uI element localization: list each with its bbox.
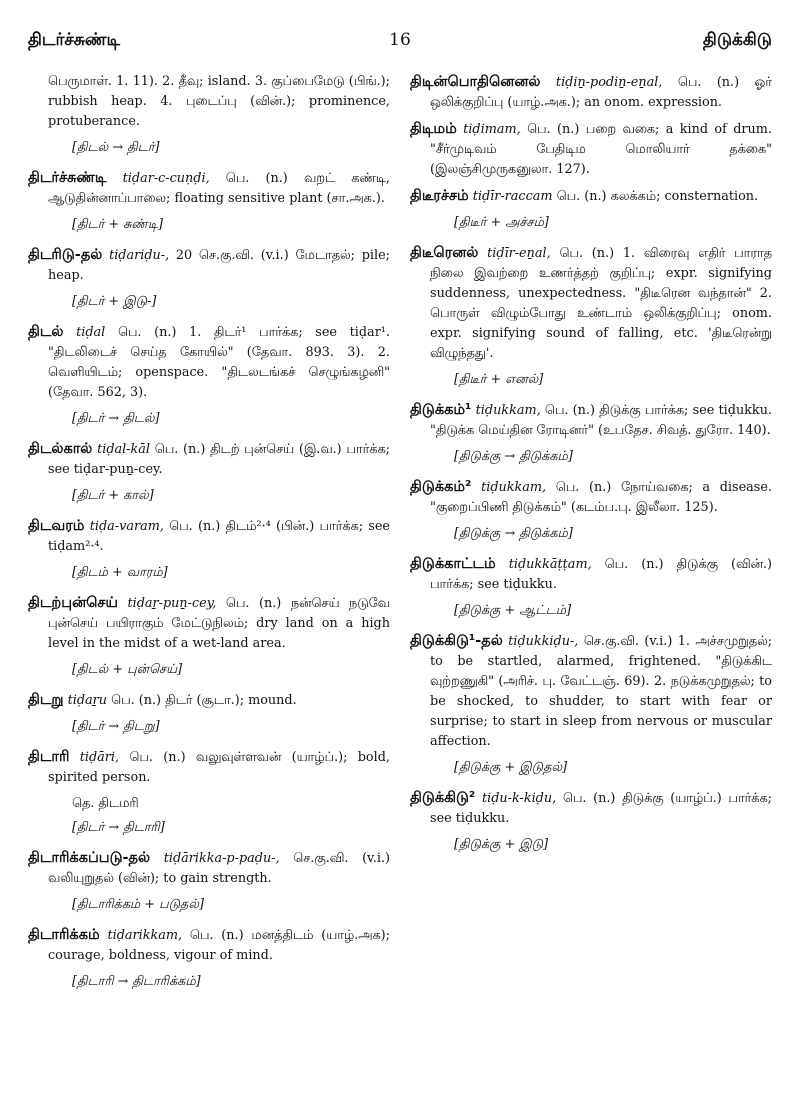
headword: திடாரிக்கப்படு-தல் — [28, 850, 151, 866]
definition-text: பெ. (n.) திடுக்கு பார்க்க; see tiḍukku. "திடுக்க மெய்தின ரோடினர்" (உபதேச. சிவத். துரோ. 140). — [430, 403, 772, 438]
definition-text: பெ. (n.) 1. திடர்¹ பார்க்க; see tiḍar¹. "திடலிடைச் செய்த கோயில்" (தேவா. 893. 3). 2. வெளியிடம்; openspace. "திடலடங்கச் செழுங்கழனி" (தேவா. 562, 3). — [48, 325, 390, 400]
etymology-line: [திடுக்கு + இடுதல்] — [454, 760, 568, 775]
definition-text: பெ. (n.) திடுக்கு (யாழ்ப்.) பார்க்க; see tiḍukku. — [430, 791, 772, 826]
cognate-line: தெ. திடமரி — [72, 796, 139, 811]
headword: திடாரிக்கம் — [28, 927, 100, 943]
definition-text: பெ. (n.) வலுவுள்ளவன் (யாழ்ப்.); bold, spirited person. — [48, 750, 390, 785]
definition-text: பெ. (n.) திடம்²·⁴ (பின்.) பார்க்க; see tiḍam²·⁴. — [48, 519, 390, 554]
etymology-line: [திடீர் + எனல்] — [454, 372, 544, 387]
transliteration: tiḍariḍu-, — [109, 248, 170, 263]
headword: திடீரெனல் — [410, 245, 479, 261]
dictionary-columns — [28, 72, 772, 1082]
headword: திடின்பொதினெனல் — [410, 74, 541, 90]
transliteration: tiḍu-k-kiḍu, — [481, 791, 557, 806]
transliteration: tiḍar-c-cuṇḍi, — [122, 171, 210, 186]
transliteration: tiḍarikkam, — [107, 928, 183, 943]
right-column — [410, 72, 772, 1082]
transliteration: tiḍimam, — [463, 122, 521, 137]
definition-text: பெ. (n.) பறை வகை; a kind of drum. "சீர்முடிவம் பேதிடிம மொலியார் தக்கை" (இலஞ்சிமுருகனுலா. 127). — [430, 122, 772, 177]
definition-text: பெ. (n.) கலக்கம்; consternation. — [556, 189, 759, 204]
etymology-line: [திடாரி → திடாரிக்கம்] — [72, 974, 201, 989]
dictionary-entry — [410, 186, 772, 207]
etymology-line: [திடுக்கு → திடுக்கம்] — [454, 449, 573, 464]
dictionary-entry — [410, 554, 772, 595]
transliteration: tiḍāri, — [79, 750, 120, 765]
etymology-line: [திடர் + சுண்டி] — [72, 217, 164, 232]
dictionary-entry — [28, 168, 390, 209]
definition-text: செ.கு.வி. (v.i.) வலியுறுதல் (வின்); to gain strength. — [48, 851, 390, 886]
headword: திடறு — [28, 692, 64, 708]
etymology-line: [திடல் + புன்செய்] — [72, 662, 183, 677]
transliteration: tiḍal-kāl — [97, 442, 151, 457]
dictionary-entry — [28, 690, 390, 711]
dictionary-entry — [28, 593, 390, 654]
etymology-line: [திடம் + வாரம்] — [72, 565, 168, 580]
left-column — [28, 72, 390, 1082]
dictionary-entry — [28, 848, 390, 889]
transliteration: tiḍaṟu — [67, 693, 108, 708]
dictionary-entry — [28, 439, 390, 480]
transliteration: tiḍukkāṭṭam, — [508, 557, 592, 572]
left-guide-word: திடர்ச்சுண்டி — [28, 30, 121, 50]
transliteration: tiḍa-varam, — [89, 519, 164, 534]
headword: திடற்புன்செய் — [28, 595, 118, 611]
transliteration: tiḍiṉ-podiṉ-eṉal, — [555, 75, 663, 90]
etymology-line: [திடாரிக்கம் + படுதல்] — [72, 897, 204, 912]
etymology-line: [திடல் → திடர்] — [72, 140, 160, 155]
transliteration: tiḍukkam, — [475, 403, 541, 418]
transliteration: tiḍukkam, — [481, 480, 547, 495]
definition-text: பெ. (n.) திடர் (சூடா.); mound. — [111, 693, 297, 708]
headword: திடரிடு-தல் — [28, 247, 103, 263]
dictionary-entry — [28, 322, 390, 403]
etymology-line: [திடீர் + அச்சம்] — [454, 215, 549, 230]
etymology-line: [திடுக்கு + ஆட்டம்] — [454, 603, 572, 618]
dictionary-entry — [410, 119, 772, 180]
etymology-line: [திடர் + இடு-] — [72, 294, 157, 309]
dictionary-entry — [28, 925, 390, 966]
running-header — [28, 30, 772, 70]
headword: திடீரச்சம் — [410, 188, 469, 204]
headword: திடிமம் — [410, 121, 457, 137]
etymology-line: [திடுக்கு → திடுக்கம்] — [454, 526, 573, 541]
headword: திடுக்கம்² — [410, 479, 472, 495]
etymology-line: [திடர் → திடறு] — [72, 719, 160, 734]
transliteration: tiḍal — [76, 325, 106, 340]
definition-text: பெ. (n.) ஓர் ஒலிக்குறிப்பு (யாழ்.அக.); an onom. expression. — [430, 75, 772, 110]
headword: திடுக்கம்¹ — [410, 402, 472, 418]
definition-text: பெ. (n.) திடுக்கு (வின்.) பார்க்க; see tiḍukku. — [430, 557, 772, 592]
continued-entry: பெருமாள். 1. 11). 2. தீவு; island. 3. குப்பைமேடு (பிங்.); rubbish heap. 4. புடைப்பு (வின்.); prominence, protuberance. — [48, 74, 390, 129]
headword: திடுக்காட்டம் — [410, 556, 496, 572]
dictionary-entry — [410, 243, 772, 364]
definition-text: பெ. (n.) மனத்திடம் (யாழ்.அக); courage, boldness, vigour of mind. — [48, 928, 390, 963]
etymology-line: [திடுக்கு + இடு] — [454, 837, 549, 852]
etymology-line: [திடர் + கால்] — [72, 488, 154, 503]
dictionary-entry — [410, 788, 772, 829]
transliteration: tiḍārikka-p-paḍu-, — [163, 851, 280, 866]
headword: திடல் — [28, 324, 64, 340]
transliteration: tiḍīr-raccam — [472, 189, 553, 204]
etymology-line: [திடர் → திடாரி] — [72, 820, 165, 835]
definition-text: செ.கு.வி. (v.i.) 1. அச்சமுறுதல்; to be startled, alarmed, frightened. "திடுக்கிட வுற்றணுகி" (அரிச். பு. வேட்டஞ். 69). 2. நடுக்கமுறுதல்; to be shocked, to shudder, to start with fear or surprise; to start in sleep from nervous or muscular affection. — [430, 634, 772, 749]
headword: திடர்ச்சுண்டி — [28, 170, 107, 186]
transliteration: tiḍīr-eṉal, — [487, 246, 551, 261]
dictionary-entry — [410, 72, 772, 113]
dictionary-entry — [28, 245, 390, 286]
headword: திடுக்கிடு¹-தல் — [410, 633, 503, 649]
dictionary-entry — [410, 400, 772, 441]
etymology-line: [திடர் → திடல்] — [72, 411, 160, 426]
definition-text: பெ. (n.) நோய்வகை; a disease. "குறைப்பிணி திடுக்கம்" (கடம்ப.பு. இலீலா. 125). — [430, 480, 772, 515]
transliteration: tiḍaṟ-puṉ-cey, — [127, 596, 217, 611]
right-guide-word: திடுக்கிடு — [702, 30, 772, 50]
definition-text: 20 செ.கு.வி. (v.i.) மேடாதல்; pile; heap. — [48, 248, 390, 283]
dictionary-entry — [410, 631, 772, 752]
headword: திடாரி — [28, 749, 70, 765]
definition-text: பெ. (n.) 1. விரைவு எதிர் பாராத நிலை இவற்றை உணர்த்தற் குறிப்பு; expr. signifying suddenness, unexpectedness. "திடீரென வந்தான்" 2. பொருள் விழும்போது உண்டாம் ஒலிக்குறிப்பு; onom. expr. signifying sound of falling, etc. 'திடீரென்று விழுந்தது'. — [430, 246, 772, 361]
dictionary-entry — [28, 747, 390, 788]
definition-text: பெ. (n.) நன்செய் நடுவே புன்செய் பயிராகும் மேட்டுநிலம்; dry land on a high level in the midst of a wet-land area. — [48, 596, 390, 651]
definition-text: பெ. (n.) வறட் கண்டி, ஆடுதின்னாப்பாலை; floating sensitive plant (சா.அக.). — [48, 171, 390, 206]
headword: திடவரம் — [28, 518, 85, 534]
headword: திடுக்கிடு² — [410, 790, 476, 806]
dictionary-entry — [28, 516, 390, 557]
headword: திடல்கால் — [28, 441, 93, 457]
definition-text: பெ. (n.) திடற் புன்செய் (இ.வ.) பார்க்க; see tiḍar-puṉ-cey. — [48, 442, 390, 477]
dictionary-entry — [410, 477, 772, 518]
transliteration: tiḍukkiḍu-, — [508, 634, 579, 649]
page-number: 16 — [389, 30, 411, 50]
